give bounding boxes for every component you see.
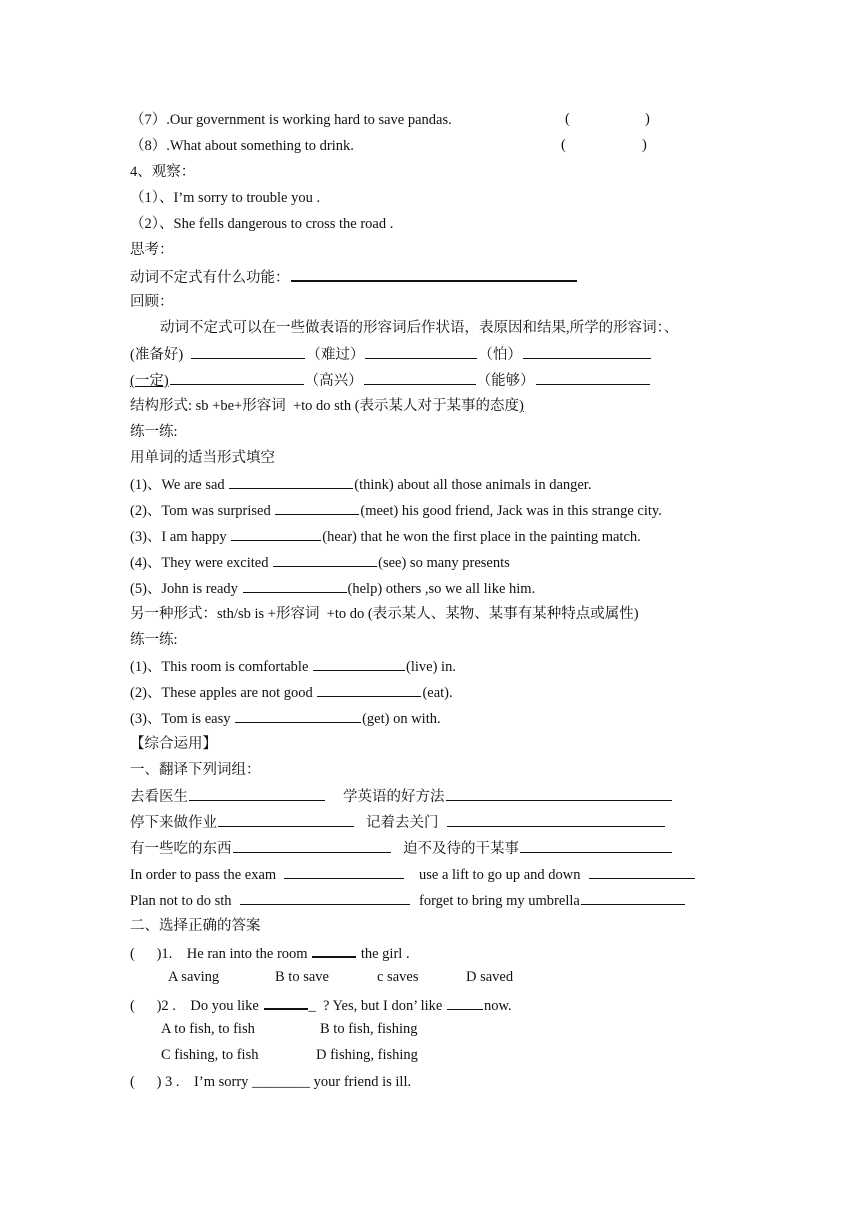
translate-row-4 bbox=[130, 865, 405, 884]
fill-question-1 bbox=[130, 475, 591, 494]
adj-happy-blank[interactable] bbox=[364, 371, 476, 385]
translate-row-1b bbox=[343, 787, 673, 806]
choice-q2-option-c[interactable]: C fishing, to fish bbox=[161, 1047, 259, 1063]
structure-1-text: 结构形式: sb +be+形容词 +to do sth (表示某人对于某事的态度 bbox=[130, 398, 520, 414]
translate-4b-label: use a lift to go up and down bbox=[419, 867, 581, 883]
choice-q1-option-d[interactable]: D saved bbox=[466, 969, 514, 985]
comprehensive-heading: 【综合运用】 bbox=[130, 736, 217, 752]
translate-row-3b bbox=[403, 839, 673, 858]
answer-paren-open-8: ( bbox=[561, 137, 566, 153]
item-8-text: （8）.What about something to drink. bbox=[130, 138, 354, 154]
choice-q2-option-a[interactable]: A to fish, to fish bbox=[161, 1021, 255, 1037]
choice-q1-option-b[interactable]: B to save bbox=[275, 969, 329, 985]
translate-2b-label: 记着去关门 bbox=[366, 815, 439, 831]
choice-q1-prefix: ( )1. He ran into the room bbox=[130, 946, 312, 962]
function-question-text: 动词不定式有什么功能： bbox=[130, 270, 290, 286]
translate-1b-label: 学英语的好方法 bbox=[343, 789, 445, 805]
fill-q1-blank[interactable] bbox=[229, 475, 353, 489]
choice-q1-option-c[interactable]: c saves bbox=[377, 969, 419, 985]
structure-2: 另一种形式：sth/sb is +形容词 +to do (表示某人、某物、某事有某种特点或属性) bbox=[130, 606, 639, 622]
choice-question-3: ( ) 3 . I’m sorry ________ your friend is ill. bbox=[130, 1074, 412, 1090]
fill-q2-blank[interactable] bbox=[275, 501, 359, 515]
translate-row-1 bbox=[130, 787, 326, 806]
translate-row-5b bbox=[419, 891, 686, 910]
observe-1: （1）、I’m sorry to trouble you . bbox=[130, 190, 321, 206]
adjective-row-2 bbox=[130, 371, 651, 390]
translate-3a-blank[interactable] bbox=[233, 839, 391, 853]
translate-3a-label: 有一些吃的东西 bbox=[130, 841, 232, 857]
choice-q1-blank[interactable] bbox=[312, 943, 356, 958]
practice-q3-blank[interactable] bbox=[235, 709, 361, 723]
structure-1-close: ) bbox=[519, 398, 524, 414]
choice-q2-blank-2[interactable] bbox=[447, 996, 483, 1010]
adj-happy-label: （高兴） bbox=[304, 373, 363, 389]
practice-heading-1: 练一练: bbox=[130, 424, 178, 440]
choice-q2-option-b[interactable]: B to fish, fishing bbox=[320, 1021, 418, 1037]
practice-q3-suffix: (get) on with. bbox=[362, 711, 441, 727]
adj-sad-blank[interactable] bbox=[365, 345, 477, 359]
choice-question-1 bbox=[130, 943, 410, 963]
choice-q2-suffix: now. bbox=[483, 998, 512, 1014]
answer-paren-open-7: ( bbox=[565, 111, 570, 127]
choice-q2-option-d[interactable]: D fishing, fishing bbox=[316, 1047, 418, 1063]
adj-able-label: （能够） bbox=[476, 373, 535, 389]
answer-paren-close-8: ) bbox=[642, 137, 647, 153]
fill-q1-prefix: (1)、We are sad bbox=[130, 477, 229, 493]
practice-question-3 bbox=[130, 709, 441, 728]
fill-instruction: 用单词的适当形式填空 bbox=[130, 450, 275, 466]
translate-4a-label: In order to pass the exam bbox=[130, 867, 277, 883]
fill-q3-prefix: (3)、I am happy bbox=[130, 529, 231, 545]
fill-q2-suffix: (meet) his good friend, Jack was in this strange city. bbox=[360, 503, 662, 519]
review-paragraph: 动词不定式可以在一些做表语的形容词后作状语，表原因和结果,所学的形容词：、 bbox=[160, 320, 679, 336]
translate-1a-label: 去看医生 bbox=[130, 789, 188, 805]
practice-q1-blank[interactable] bbox=[313, 657, 405, 671]
translate-5b-label: forget to bring my umbrella bbox=[419, 893, 580, 909]
adj-ready-label: (准备好) bbox=[130, 347, 184, 363]
fill-q5-suffix: (help) others ,so we all like him. bbox=[347, 581, 536, 597]
adjective-row-1 bbox=[130, 345, 652, 364]
translate-2a-blank[interactable] bbox=[218, 813, 354, 827]
choice-heading: 二、选择正确的答案 bbox=[130, 918, 261, 934]
translate-2a-label: 停下来做作业 bbox=[130, 815, 217, 831]
fill-q4-suffix: (see) so many presents bbox=[378, 555, 510, 571]
practice-q2-suffix: (eat). bbox=[422, 685, 453, 701]
fill-question-3 bbox=[130, 527, 641, 546]
practice-heading-2: 练一练: bbox=[130, 632, 178, 648]
translate-5a-label: Plan not to do sth bbox=[130, 893, 232, 909]
translate-5a-blank[interactable] bbox=[240, 891, 410, 905]
adj-sure-label: (一定) bbox=[130, 373, 169, 389]
translate-row-2 bbox=[130, 813, 355, 832]
translate-heading: 一、翻译下列词组： bbox=[130, 762, 261, 778]
fill-question-5 bbox=[130, 579, 535, 598]
section-4-heading: 4、观察： bbox=[130, 164, 196, 180]
translate-3b-blank[interactable] bbox=[520, 839, 672, 853]
fill-q5-prefix: (5)、John is ready bbox=[130, 581, 242, 597]
translate-4b-blank[interactable] bbox=[589, 865, 695, 879]
adj-afraid-blank[interactable] bbox=[523, 345, 651, 359]
fill-question-2 bbox=[130, 501, 662, 520]
practice-question-2 bbox=[130, 683, 453, 702]
choice-q1-suffix: the girl . bbox=[357, 946, 410, 962]
item-8 bbox=[130, 137, 354, 155]
translate-row-4b bbox=[419, 865, 696, 884]
item-7-text: （7）.Our government is working hard to save pandas. bbox=[130, 112, 452, 128]
practice-q2-prefix: (2)、These apples are not good bbox=[130, 685, 317, 701]
practice-q2-blank[interactable] bbox=[317, 683, 421, 697]
observe-2: （2）、She fells dangerous to cross the road . bbox=[130, 216, 394, 232]
adj-able-blank[interactable] bbox=[536, 371, 650, 385]
translate-1a-blank[interactable] bbox=[189, 787, 325, 801]
think-heading: 思考： bbox=[130, 242, 174, 258]
choice-question-2 bbox=[130, 995, 512, 1015]
fill-q1-suffix: (think) about all those animals in danger. bbox=[354, 477, 592, 493]
fill-q3-blank[interactable] bbox=[231, 527, 321, 541]
translate-5b-blank[interactable] bbox=[581, 891, 685, 905]
translate-4a-blank[interactable] bbox=[284, 865, 404, 879]
fill-q3-suffix: (hear) that he won the first place in the painting match. bbox=[322, 529, 641, 545]
translate-row-5 bbox=[130, 891, 411, 910]
choice-q2-prefix: ( )2 . Do you like bbox=[130, 998, 263, 1014]
translate-3b-label: 迫不及待的干某事 bbox=[403, 841, 519, 857]
translate-2b-blank[interactable] bbox=[447, 813, 665, 827]
adj-ready-blank[interactable] bbox=[191, 345, 305, 359]
adj-sad-label: （难过） bbox=[306, 347, 365, 363]
practice-q3-prefix: (3)、Tom is easy bbox=[130, 711, 235, 727]
choice-q2-blank-1[interactable] bbox=[264, 995, 308, 1010]
choice-q2-middle: _ ? Yes, but I don’ like bbox=[308, 998, 446, 1014]
practice-q1-suffix: (live) in. bbox=[406, 659, 456, 675]
adj-sure-blank[interactable] bbox=[170, 371, 304, 385]
fill-q4-prefix: (4)、They were excited bbox=[130, 555, 273, 571]
practice-question-1 bbox=[130, 657, 456, 676]
fill-question-4 bbox=[130, 553, 510, 572]
review-heading: 回顾： bbox=[130, 294, 174, 310]
function-answer-blank[interactable] bbox=[291, 267, 577, 282]
fill-q5-blank[interactable] bbox=[243, 579, 347, 593]
structure-1 bbox=[130, 397, 524, 415]
translate-1b-blank[interactable] bbox=[446, 787, 672, 801]
translate-row-2b bbox=[366, 813, 666, 832]
fill-q4-blank[interactable] bbox=[273, 553, 377, 567]
fill-q2-prefix: (2)、Tom was surprised bbox=[130, 503, 275, 519]
practice-q1-prefix: (1)、This room is comfortable bbox=[130, 659, 313, 675]
translate-row-3 bbox=[130, 839, 392, 858]
function-question bbox=[130, 267, 578, 287]
item-7 bbox=[130, 111, 452, 129]
choice-q1-option-a[interactable]: A saving bbox=[168, 969, 220, 985]
adj-afraid-label: （怕） bbox=[478, 347, 522, 363]
answer-paren-close-7: ) bbox=[645, 111, 650, 127]
